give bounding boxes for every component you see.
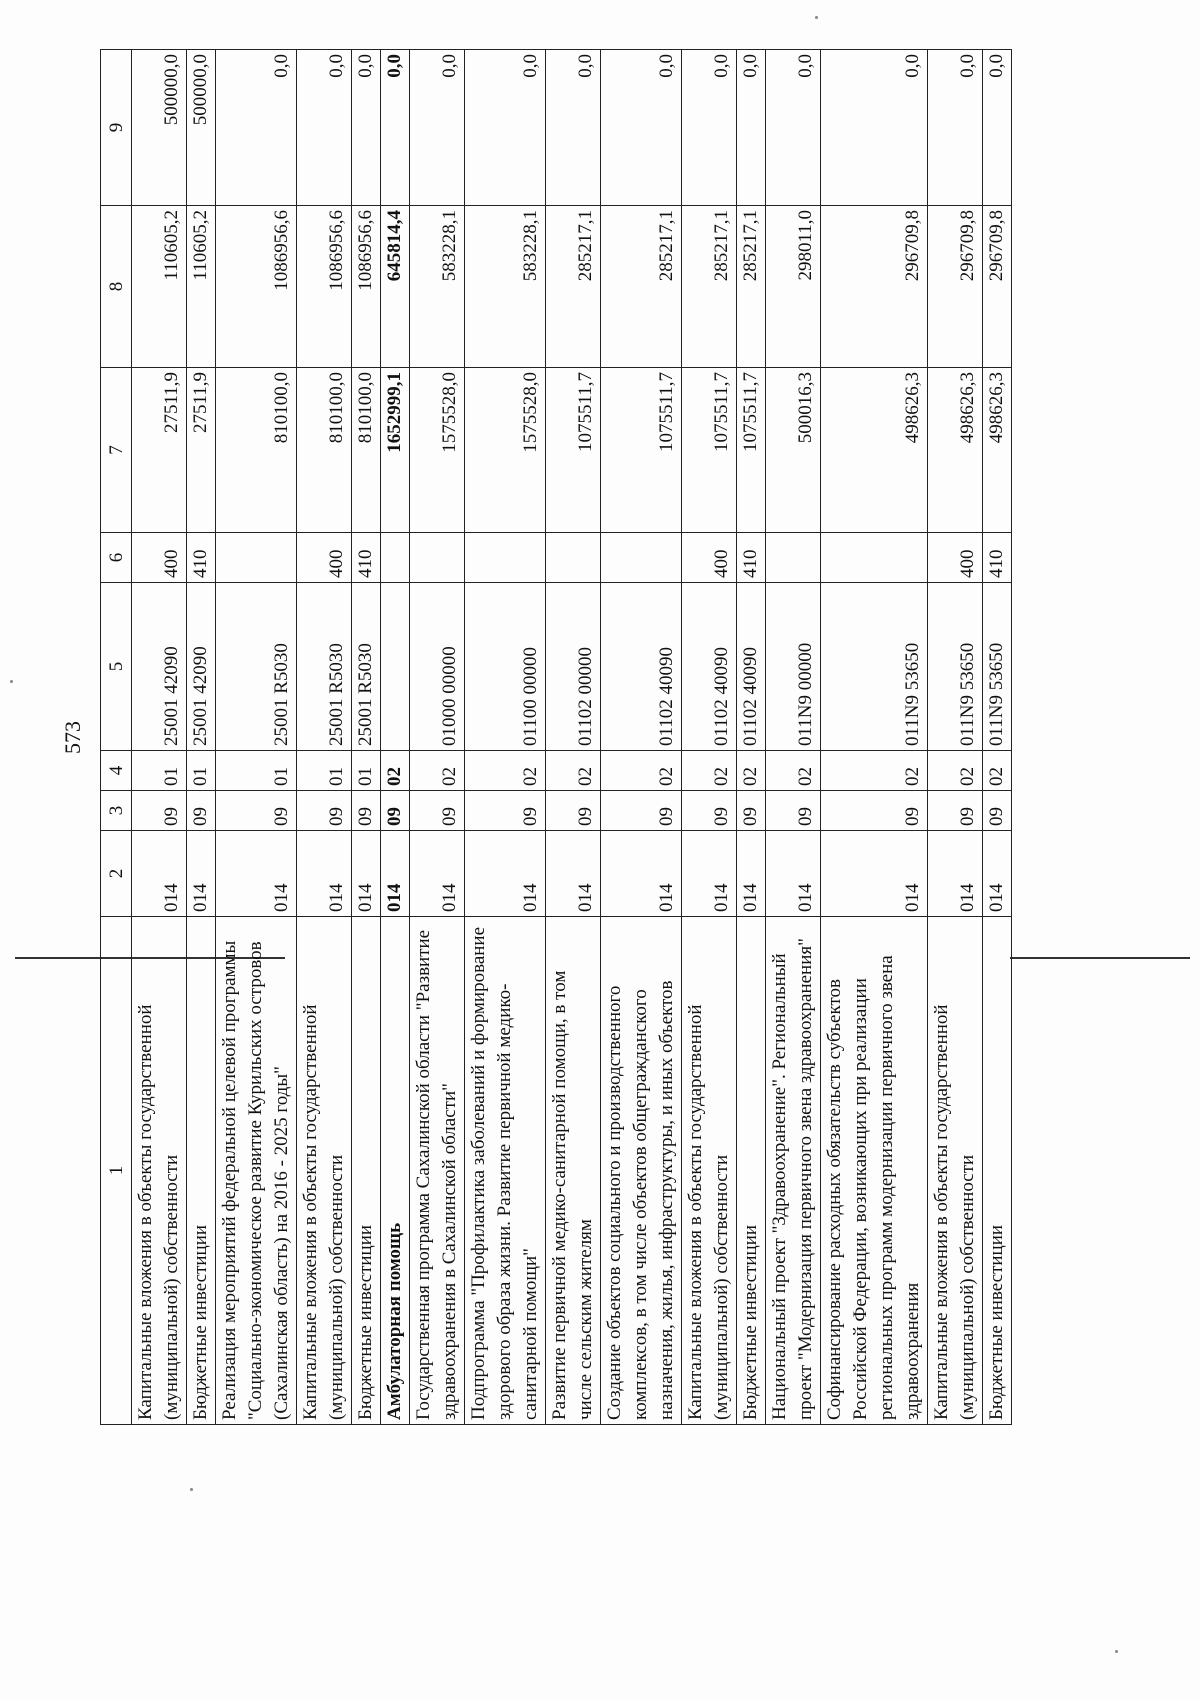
code-cell — [766, 533, 821, 583]
amount-cell: 0,0 — [737, 50, 766, 206]
table-row — [737, 50, 766, 1425]
scan-speck — [10, 680, 13, 683]
amount-cell: 498626,3 — [983, 368, 1012, 533]
code-cell: 02 — [465, 751, 546, 791]
amount-cell: 0,0 — [352, 50, 381, 206]
row-name-cell: Капитальные вложения в объекты государственной (муниципальной) собственности — [682, 917, 737, 1425]
code-cell: 014 — [216, 831, 297, 917]
code-cell: 014 — [132, 831, 187, 917]
amount-cell: 810100,0 — [352, 368, 381, 533]
amount-cell: 1086956,6 — [352, 206, 381, 368]
scan-speck — [1115, 1650, 1118, 1653]
code-cell — [381, 533, 410, 583]
code-cell: 01102 00000 — [546, 583, 601, 751]
row-name-cell: Бюджетные инвестиции — [187, 917, 216, 1425]
row-name-cell: Амбулаторная помощь — [381, 917, 410, 1425]
header-row — [101, 50, 132, 1425]
page-number: 573 — [60, 721, 85, 754]
table-row — [132, 50, 187, 1425]
row-name-cell: Реализация мероприятий федеральной целевой программы "Социально-экономическое развитие Курильских островов (Сахалинская область) на 2016 - 2025 годы" — [216, 917, 297, 1425]
table-row — [410, 50, 465, 1425]
amount-cell: 110605,2 — [187, 206, 216, 368]
amount-cell: 110605,2 — [132, 206, 187, 368]
code-cell: 25001 42090 — [132, 583, 187, 751]
code-cell — [216, 533, 297, 583]
table-row — [766, 50, 821, 1425]
amount-cell: 583228,1 — [465, 206, 546, 368]
amount-cell: 810100,0 — [216, 368, 297, 533]
amount-cell: 1075511,7 — [601, 368, 682, 533]
code-cell: 02 — [546, 751, 601, 791]
code-cell: 09 — [601, 791, 682, 831]
code-cell: 01 — [352, 751, 381, 791]
code-cell — [546, 533, 601, 583]
amount-cell: 27511,9 — [187, 368, 216, 533]
code-cell: 09 — [381, 791, 410, 831]
table-row — [983, 50, 1012, 1425]
amount-cell: 1652999,1 — [381, 368, 410, 533]
amount-cell: 0,0 — [928, 50, 983, 206]
code-cell — [410, 533, 465, 583]
amount-cell: 0,0 — [546, 50, 601, 206]
code-cell — [381, 583, 410, 751]
code-cell: 09 — [766, 791, 821, 831]
code-cell: 02 — [983, 751, 1012, 791]
row-name-cell: Национальный проект "Здравоохранение". Региональный проект "Модернизация первичного звена здравоохранения" — [766, 917, 821, 1425]
code-cell: 01102 40090 — [601, 583, 682, 751]
amount-cell: 0,0 — [216, 50, 297, 206]
amount-cell: 1075511,7 — [682, 368, 737, 533]
code-cell: 011N9 53650 — [928, 583, 983, 751]
code-cell: 014 — [928, 831, 983, 917]
code-cell: 25001 R5030 — [352, 583, 381, 751]
code-cell: 400 — [132, 533, 187, 583]
code-cell: 014 — [546, 831, 601, 917]
code-cell: 01 — [216, 751, 297, 791]
row-name-cell: Бюджетные инвестиции — [983, 917, 1012, 1425]
code-cell: 02 — [821, 751, 928, 791]
table-row — [381, 50, 410, 1425]
code-cell: 02 — [928, 751, 983, 791]
amount-cell: 298011,0 — [766, 206, 821, 368]
code-cell: 09 — [297, 791, 352, 831]
amount-cell: 285217,1 — [546, 206, 601, 368]
scan-speck — [190, 1488, 193, 1491]
amount-cell: 0,0 — [983, 50, 1012, 206]
amount-cell: 498626,3 — [821, 368, 928, 533]
amount-cell: 285217,1 — [737, 206, 766, 368]
table-row — [216, 50, 297, 1425]
amount-cell: 583228,1 — [410, 206, 465, 368]
col-header: 3 — [101, 791, 132, 831]
code-cell: 01 — [132, 751, 187, 791]
col-header: 9 — [101, 50, 132, 206]
row-name-cell: Капитальные вложения в объекты государственной (муниципальной) собственности — [297, 917, 352, 1425]
code-cell: 011N9 00000 — [766, 583, 821, 751]
amount-cell: 0,0 — [821, 50, 928, 206]
code-cell: 014 — [410, 831, 465, 917]
row-name-cell: Подпрограмма "Профилактика заболеваний и формирование здорового образа жизни. Развитие первичной медико-санитарной помощи" — [465, 917, 546, 1425]
row-name-cell: Государственная программа Сахалинской области "Развитие здравоохранения в Сахалинской области" — [410, 917, 465, 1425]
code-cell: 02 — [381, 751, 410, 791]
code-cell: 014 — [381, 831, 410, 917]
amount-cell: 27511,9 — [132, 368, 187, 533]
table-row — [297, 50, 352, 1425]
code-cell: 02 — [601, 751, 682, 791]
row-name-cell: Бюджетные инвестиции — [352, 917, 381, 1425]
amount-cell: 810100,0 — [297, 368, 352, 533]
col-header: 4 — [101, 751, 132, 791]
code-cell: 400 — [297, 533, 352, 583]
row-name-cell: Создание объектов социального и производственного комплексов, в том числе объектов общегражданского назначения, жилья, инфраструктуры, и иных объектов — [601, 917, 682, 1425]
amount-cell: 645814,4 — [381, 206, 410, 368]
code-cell: 09 — [737, 791, 766, 831]
code-cell: 01102 40090 — [682, 583, 737, 751]
amount-cell: 285217,1 — [682, 206, 737, 368]
budget-table — [100, 49, 1012, 1425]
row-name-cell: Развитие первичной медико-санитарной помощи, в том числе сельским жителям — [546, 917, 601, 1425]
code-cell: 014 — [465, 831, 546, 917]
code-cell: 01100 00000 — [465, 583, 546, 751]
code-cell: 09 — [928, 791, 983, 831]
table-row — [821, 50, 928, 1425]
code-cell: 011N9 53650 — [983, 583, 1012, 751]
code-cell: 410 — [983, 533, 1012, 583]
amount-cell: 0,0 — [297, 50, 352, 206]
col-header: 6 — [101, 533, 132, 583]
col-header: 1 — [101, 917, 132, 1425]
amount-cell: 1086956,6 — [216, 206, 297, 368]
code-cell: 09 — [352, 791, 381, 831]
amount-cell: 500016,3 — [766, 368, 821, 533]
amount-cell: 0,0 — [465, 50, 546, 206]
code-cell: 09 — [410, 791, 465, 831]
code-cell: 410 — [737, 533, 766, 583]
code-cell: 09 — [216, 791, 297, 831]
amount-cell: 498626,3 — [928, 368, 983, 533]
code-cell: 09 — [465, 791, 546, 831]
amount-cell: 285217,1 — [601, 206, 682, 368]
code-cell: 014 — [821, 831, 928, 917]
code-cell: 01000 00000 — [410, 583, 465, 751]
col-header: 5 — [101, 583, 132, 751]
row-name-cell: Бюджетные инвестиции — [737, 917, 766, 1425]
code-cell: 014 — [682, 831, 737, 917]
col-header: 8 — [101, 206, 132, 368]
code-cell: 02 — [682, 751, 737, 791]
table-body — [132, 50, 1012, 1425]
table-row — [352, 50, 381, 1425]
amount-cell: 1575528,0 — [465, 368, 546, 533]
code-cell: 09 — [821, 791, 928, 831]
row-name-cell: Капитальные вложения в объекты государственной (муниципальной) собственности — [928, 917, 983, 1425]
amount-cell: 1075511,7 — [737, 368, 766, 533]
code-cell — [821, 533, 928, 583]
code-cell: 02 — [410, 751, 465, 791]
code-cell: 09 — [132, 791, 187, 831]
amount-cell: 296709,8 — [821, 206, 928, 368]
amount-cell: 500000,0 — [187, 50, 216, 206]
col-header: 2 — [101, 831, 132, 917]
table-row — [601, 50, 682, 1425]
code-cell: 09 — [983, 791, 1012, 831]
rotated-page — [60, 50, 1100, 1425]
amount-cell: 0,0 — [410, 50, 465, 206]
code-cell: 400 — [682, 533, 737, 583]
code-cell: 014 — [601, 831, 682, 917]
amount-cell: 500000,0 — [132, 50, 187, 206]
code-cell: 09 — [682, 791, 737, 831]
code-cell: 02 — [737, 751, 766, 791]
amount-cell: 1086956,6 — [297, 206, 352, 368]
code-cell: 011N9 53650 — [821, 583, 928, 751]
code-cell: 014 — [187, 831, 216, 917]
code-cell: 014 — [297, 831, 352, 917]
code-cell: 014 — [983, 831, 1012, 917]
code-cell: 410 — [352, 533, 381, 583]
table-row — [682, 50, 737, 1425]
amount-cell: 0,0 — [601, 50, 682, 206]
code-cell: 25001 R5030 — [216, 583, 297, 751]
code-cell: 01 — [187, 751, 216, 791]
code-cell: 014 — [352, 831, 381, 917]
code-cell — [601, 533, 682, 583]
row-name-cell: Капитальные вложения в объекты государственной (муниципальной) собственности — [132, 917, 187, 1425]
amount-cell: 296709,8 — [983, 206, 1012, 368]
code-cell: 014 — [737, 831, 766, 917]
code-cell: 400 — [928, 533, 983, 583]
col-header: 7 — [101, 368, 132, 533]
table-row — [928, 50, 983, 1425]
code-cell: 01 — [297, 751, 352, 791]
code-cell: 25001 R5030 — [297, 583, 352, 751]
code-cell — [465, 533, 546, 583]
code-cell: 014 — [766, 831, 821, 917]
code-cell: 02 — [766, 751, 821, 791]
code-cell: 410 — [187, 533, 216, 583]
code-cell: 09 — [187, 791, 216, 831]
table-row — [187, 50, 216, 1425]
scan-speck — [815, 16, 818, 19]
amount-cell: 1075511,7 — [546, 368, 601, 533]
row-name-cell: Софинансирование расходных обязательств субъектов Российской Федерации, возникающих при реализации региональных программ модернизации первичного звена здравоохранения — [821, 917, 928, 1425]
table-row — [465, 50, 546, 1425]
amount-cell: 296709,8 — [928, 206, 983, 368]
code-cell: 25001 42090 — [187, 583, 216, 751]
amount-cell: 0,0 — [766, 50, 821, 206]
amount-cell: 0,0 — [682, 50, 737, 206]
code-cell: 01102 40090 — [737, 583, 766, 751]
amount-cell: 0,0 — [381, 50, 410, 206]
code-cell: 09 — [546, 791, 601, 831]
amount-cell: 1575528,0 — [410, 368, 465, 533]
table-row — [546, 50, 601, 1425]
